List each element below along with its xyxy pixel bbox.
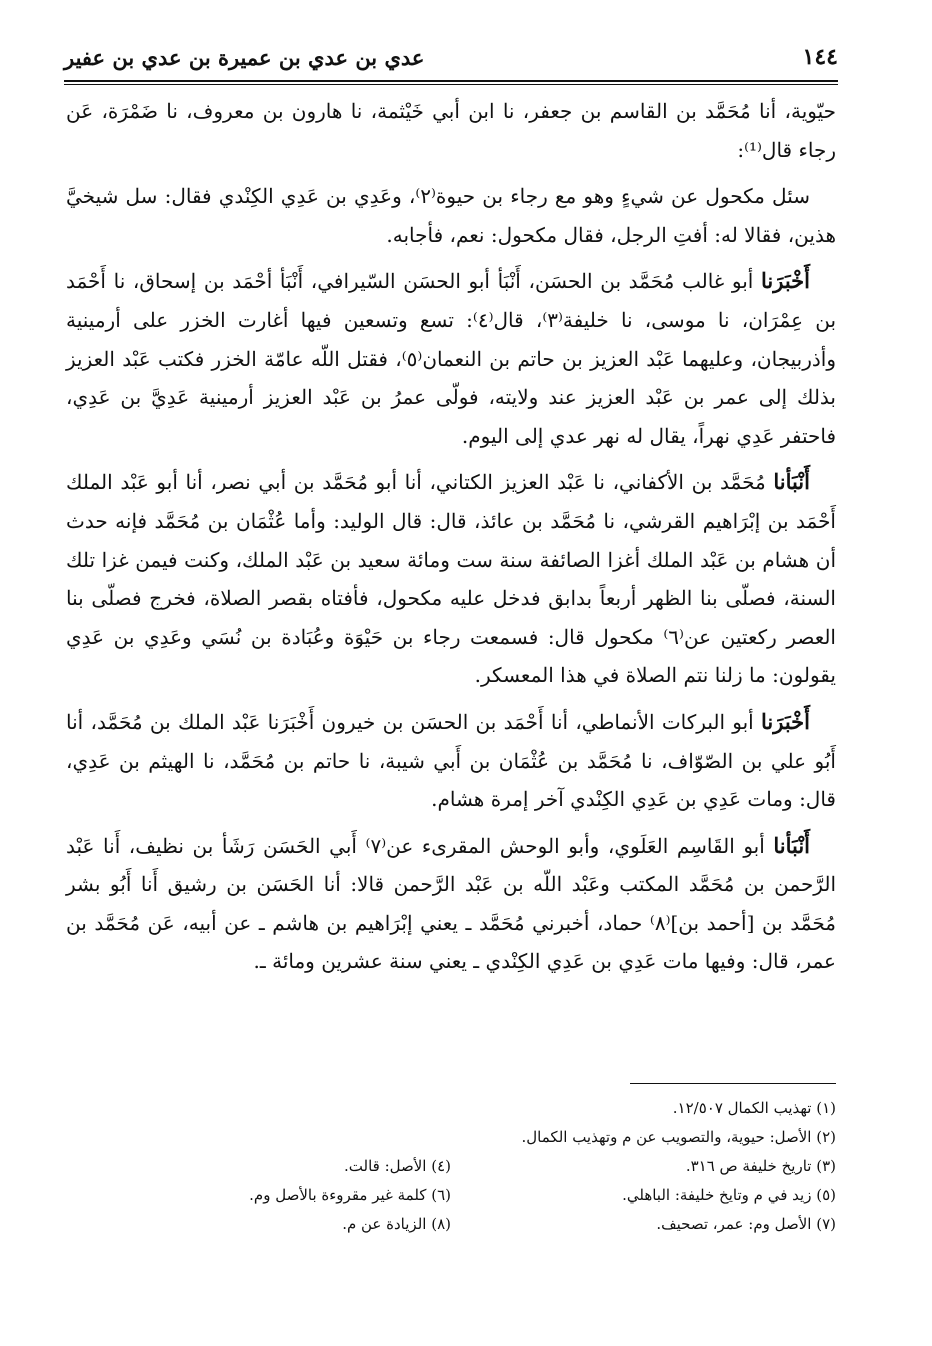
page-number: ١٤٤ [802, 44, 838, 70]
footnote-row [66, 1210, 836, 1239]
paragraph [66, 703, 836, 819]
footnote-row [66, 1181, 836, 1210]
paragraph [66, 463, 836, 695]
paragraph [66, 827, 836, 981]
chain-lead-word: أَنْبَأنا [773, 832, 811, 858]
footnote: (٥) زيد في م وتايخ خليفة: الباهلي. [622, 1186, 836, 1204]
chain-lead-word: أَنْبَأنا [773, 469, 810, 495]
page-header [64, 36, 838, 76]
paragraph-text: أبو غالب مُحَمَّد بن الحسَن، أَنْبَأ أبو الحسَن السّيرافي، أَنْبَأ أحْمَد بن إسحاق، نا أَحْمَد بن عِمْرَان، نا موسى، نا خليفة⁽٣⁾، قال⁽٤⁾: تسع وتسعين فيها أغارت الخزر على أرمينية وأذربيجان، وعليهما عَبْد العزيز بن حاتم بن النعمان⁽٥⁾، فقتل اللّه عامّة الخزر فكتب عَبْد العزيز بذلك إلى عمر بن عَبْد العزيز عند ولايته، فولّى عمرُ بن عَبْد العزيز أرمينية عَدِيَّ بن عَدِي، فاحتفر عَدِي نهراً، يقال له نهر عدي إلى اليوم. [66, 269, 837, 448]
header-rule [64, 80, 838, 85]
paragraph [66, 92, 836, 169]
paragraph-text: مُحَمَّد بن الأكفاني، نا عَبْد العزيز الكتاني، أنا أبو مُحَمَّد بن أبي نصر، أنا أبو عَبْد الملك أَحْمَد بن إبْرَاهيم القرشي، نا مُحَمَّد بن عائذ، قال: قال الوليد: وأما عُثْمَان بن مُحَمَّد فإنه حدث أن هشام بن عَبْد الملك أغزا الصائفة سنة ست ومائة سعيد بن عَبْد الملك، وكنت فيمن غزا تلك السنة، فصلّى بنا الظهر أربعاً بدابق فدخل عليه مكحول، فأفتاه بقصر الصلاة، فخرج فصلّى بنا العصر ركعتين عن⁽٦⁾ مكحول قال: فسمعت رجاء بن حَيْوَة وعُبَادة بن نُسَي وعَدِي بن عَدِي يقولون: ما زلنا نتم الصلاة في هذا المعسكر. [66, 470, 836, 688]
paragraph-text: أبو القَاسِم العَلَوي، وأبو الوحش المقرىء عن⁽٧⁾ أَبي الحَسَن رَشَأ بن نظيف، أَنا عَبْد الرَّحمن بن مُحَمَّد المكتب وعَبْد اللّه بن عَبْد الرَّحمن قالا: أنا الحَسَن بن رشيق أَنا أَبُو بشر مُحَمَّد بن [أحمد بن]⁽٨⁾ حماد، أخبرني مُحَمَّد ـ يعني إبْرَاهيم بن هاشم ـ عن أبيه، عَن مُحَمَّد بن عمر، قال: وفيها مات عَدِي بن عَدِي الكِنْدي ـ يعني سنة عشرين ومائة ـ. [66, 833, 836, 974]
footnote: (٨) الزيادة عن م. [342, 1215, 451, 1233]
footnote-row [66, 1152, 836, 1181]
footnote: (٣) تاريخ خليفة ص ٣١٦. [685, 1157, 836, 1175]
main-text [66, 92, 836, 989]
footnote: (١) تهذيب الكمال ١٢/٥٠٧. [672, 1099, 836, 1117]
running-title: عدي بن عدي بن عميرة بن عدي بن عفير [64, 45, 425, 70]
paragraph [66, 262, 836, 455]
footnote: (٧) الأصل وم: عمر، تصحيف. [656, 1215, 836, 1233]
footnotes [66, 1094, 836, 1239]
paragraph-text: حيّوية، أنا مُحَمَّد بن القاسم بن جعفر، نا ابن أبي خَيْثمة، نا هارون بن معروف، نا ضَمْرَة، عَن رجاء قال⁽¹⁾: [66, 99, 836, 162]
paragraph [66, 177, 836, 254]
footnote: (٦) كلمة غير مقروءة بالأصل وم. [249, 1186, 451, 1204]
chain-lead-word: أَخْبَرَنا [761, 708, 810, 734]
footnote: (٢) الأصل: حيوية، والتصويب عن م وتهذيب الكمال. [521, 1128, 836, 1146]
chain-lead-word: أَخْبَرَنا [761, 268, 810, 294]
footnote: (٤) الأصل: قالت. [344, 1157, 451, 1175]
paragraph-text: سئل مكحول عن شيءٍ وهو مع رجاء بن حيوة⁽٢⁾، وعَدِي بن عَدِي الكِنْدي فقال: سل شيخيَّ هذين، فقالا له: أفتِ الرجل، فقال مكحول: نعم، فأجابه. [66, 184, 836, 247]
footnote-rule [630, 1083, 836, 1084]
paragraph-text: أبو البركات الأنماطي، أنا أَحْمَد بن الحسَن بن خيرون أَخْبَرَنا عَبْد الملك بن مُحَمَّد، أنا أَبُو علي بن الصّوّاف، نا مُحَمَّد بن عُثْمَان بن أَبي شيبة، نا حاتم بن مُحَمَّد، نا الهيثم بن عَدِي، قال: ومات عَدِي بن عَدِي الكِنْدي آخر إمرة هشام. [66, 709, 836, 812]
